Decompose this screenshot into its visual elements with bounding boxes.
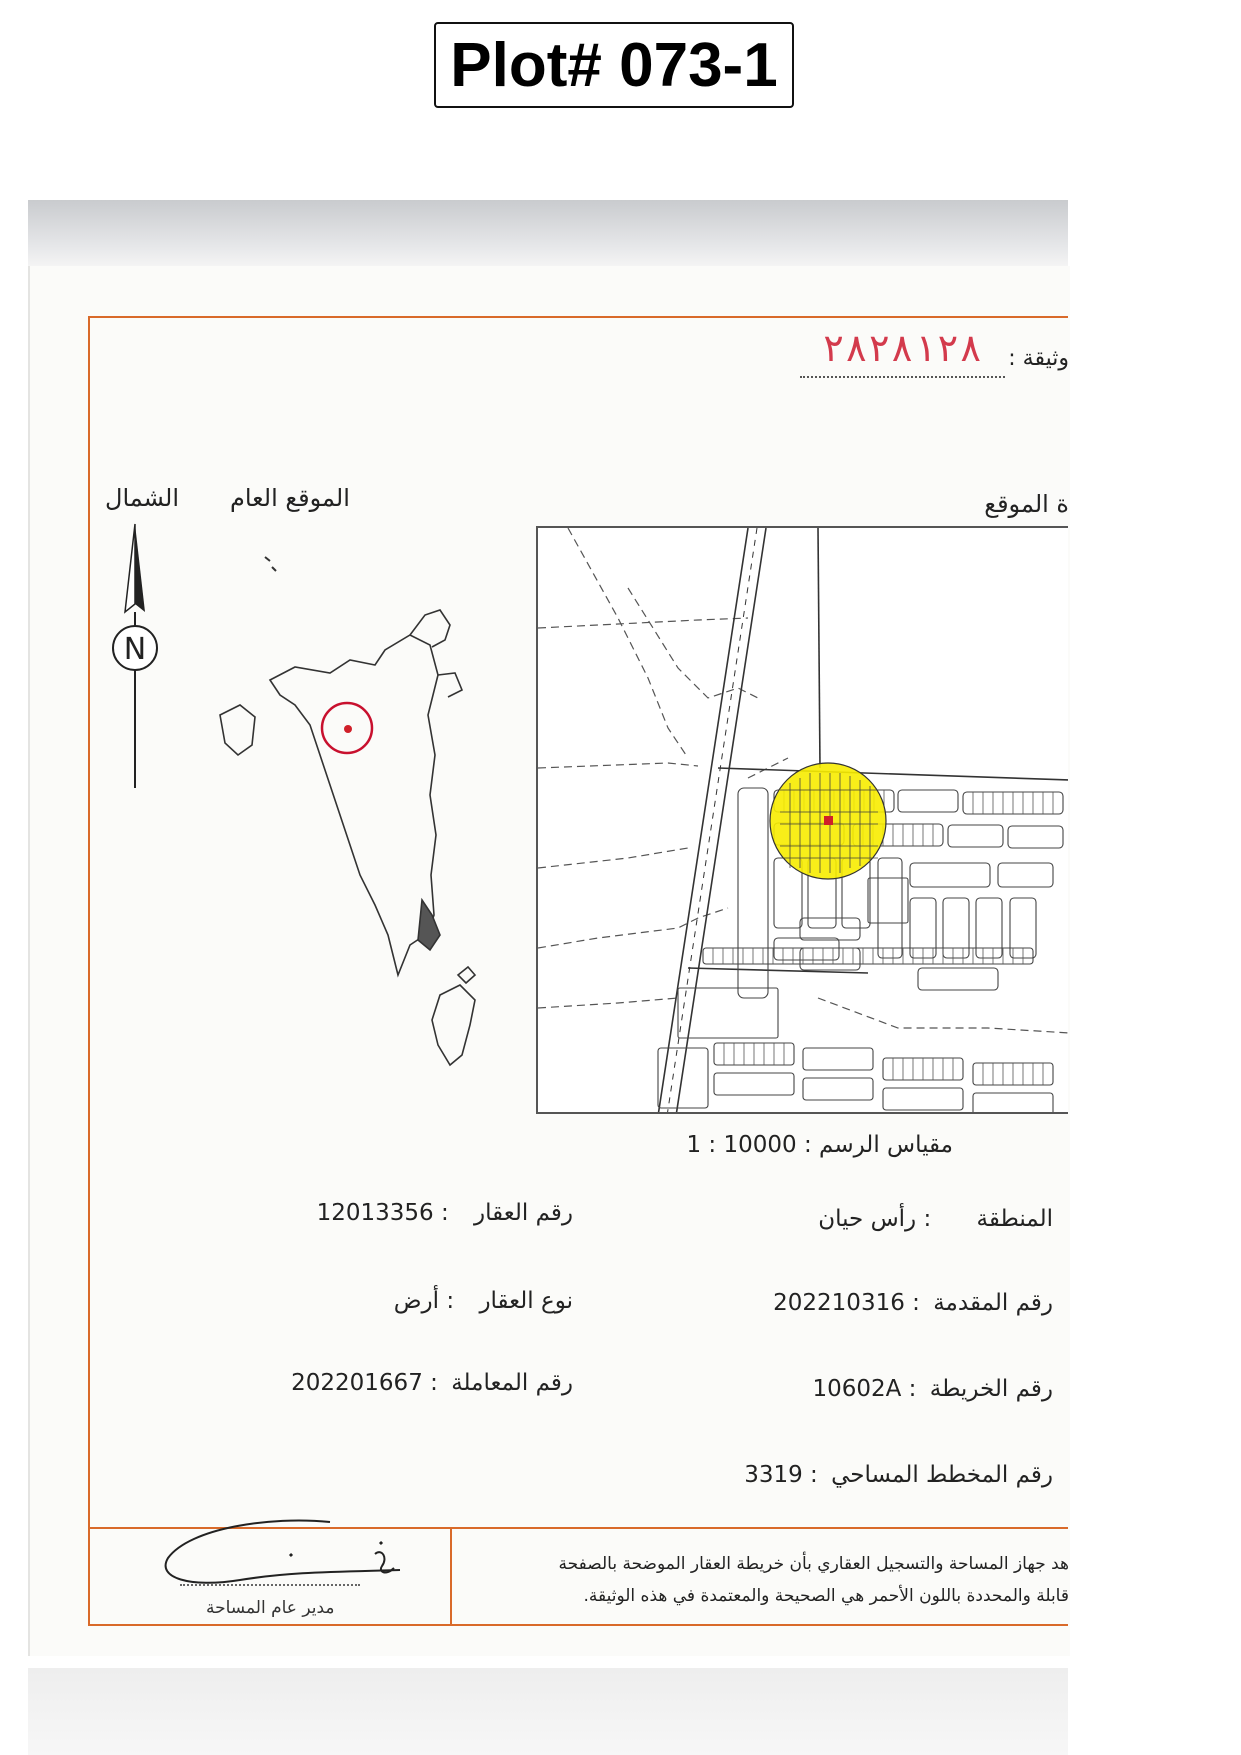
property-number-value: : 12013356 (316, 1200, 449, 1226)
document-number-dotted-line (800, 376, 1005, 378)
map-number-field (812, 1376, 1053, 1402)
scan-shadow-bottom (28, 1668, 1068, 1755)
property-type-label: نوع العقار (479, 1288, 573, 1314)
signature-dotted-line (180, 1584, 360, 1586)
bahrain-location-map (200, 555, 490, 1075)
map-number-label: رقم الخريطة (929, 1376, 1053, 1402)
scan-shadow-top (28, 200, 1068, 266)
certification-statement-line-2: قابلة والمحددة باللون الأحمر هي الصحيحة والمعتمدة في هذه الوثيقة. (583, 1586, 1069, 1606)
property-number-label: رقم العقار (474, 1200, 573, 1226)
north-arrow-icon (100, 520, 170, 792)
certification-statement-line-1: هد جهاز المساحة والتسجيل العقاري بأن خريطة العقار الموضحة بالصفحة (558, 1554, 1069, 1574)
footer-vertical-divider (450, 1527, 452, 1626)
signatory-title: مدير عام المساحة (206, 1598, 335, 1618)
application-number-field (773, 1290, 1053, 1316)
transaction-number-label: رقم المعاملة (451, 1370, 573, 1396)
site-location-label: ة الموقع (984, 490, 1069, 518)
property-type-field (394, 1288, 573, 1314)
survey-plan-label: رقم المخطط المساحي (831, 1462, 1053, 1488)
transaction-number-field (291, 1370, 573, 1396)
transaction-number-value: : 202201667 (291, 1370, 438, 1396)
application-number-value: : 202210316 (773, 1290, 920, 1316)
handwritten-document-number: ٢٨٢٨١٢٨ (822, 326, 983, 370)
site-location-map (536, 526, 1068, 1114)
survey-plan-value: : 3319 (744, 1462, 818, 1488)
property-type-value: : أرض (393, 1288, 455, 1314)
application-number-label: رقم المقدمة (933, 1290, 1053, 1316)
plot-title: Plot# 073-1 (434, 22, 794, 108)
document-number-label: وثيقة : (1008, 346, 1069, 371)
north-label: الشمال (105, 484, 180, 512)
general-location-label: الموقع العام (230, 484, 350, 512)
map-number-value: : 10602A (812, 1376, 917, 1402)
map-scale: مقياس الرسم : 10000 : 1 (686, 1132, 953, 1158)
property-number-field (317, 1200, 573, 1226)
north-letter: N (123, 632, 147, 667)
area-label: المنطقة (976, 1206, 1053, 1232)
area-field (818, 1206, 1053, 1232)
area-value: : رأس حيان (818, 1206, 932, 1232)
survey-plan-field (744, 1462, 1053, 1488)
